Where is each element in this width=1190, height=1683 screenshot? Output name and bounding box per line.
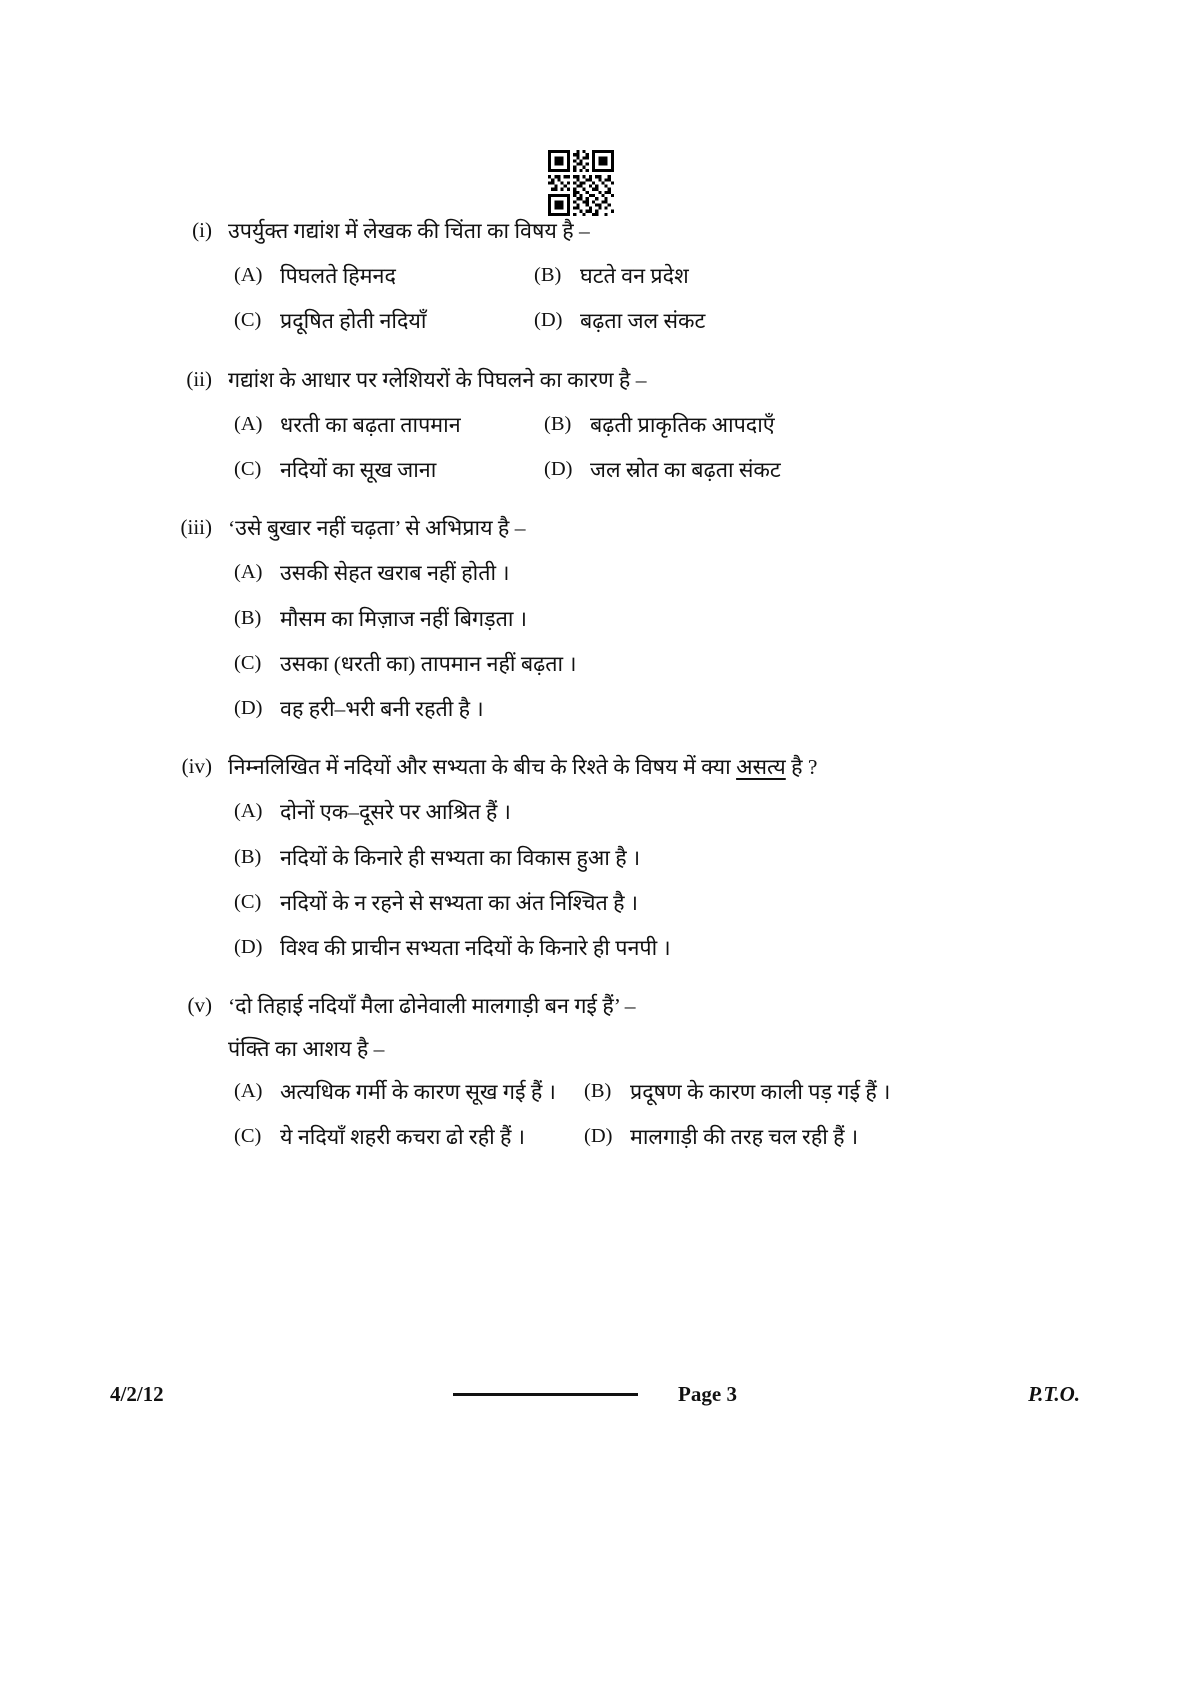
option-text: उसका (धरती का) तापमान नहीं बढ़ता । xyxy=(280,651,577,676)
option-text: नदियों के न रहने से सभ्यता का अंत निश्चित है । xyxy=(280,890,639,915)
question-item xyxy=(170,751,1050,964)
question-heading xyxy=(170,751,1050,783)
option-group xyxy=(228,1077,1050,1153)
option-b[interactable] xyxy=(538,410,775,441)
option-row xyxy=(228,1122,1050,1153)
question-number: (ii) xyxy=(186,366,212,391)
option-label: (D) xyxy=(234,935,263,958)
option-b[interactable] xyxy=(228,604,1050,635)
question-number: (iii) xyxy=(180,515,212,540)
option-group xyxy=(228,410,1050,486)
option-label: (C) xyxy=(234,1125,262,1148)
option-text: ये नदियाँ शहरी कचरा ढो रही हैं । xyxy=(280,1125,525,1150)
question-text: गद्यांश के आधार पर ग्लेशियरों के पिघलने का कारण है – xyxy=(228,367,647,392)
option-a[interactable] xyxy=(228,261,528,292)
option-label: (D) xyxy=(584,1125,613,1148)
question-text-after: है ? xyxy=(785,755,818,780)
option-text: प्रदूषण के कारण काली पड़ गई हैं । xyxy=(630,1080,891,1105)
page-number: Page 3 xyxy=(678,1382,737,1406)
option-row xyxy=(228,1077,1050,1108)
option-c[interactable] xyxy=(228,455,538,486)
option-text: उसकी सेहत खराब नहीं होती । xyxy=(280,561,510,586)
option-label: (D) xyxy=(534,309,563,332)
option-row xyxy=(228,410,1050,441)
option-group xyxy=(228,558,1050,725)
option-label: (A) xyxy=(234,264,263,287)
option-label: (B) xyxy=(584,1080,612,1103)
option-text: वह हरी–भरी बनी रहती है । xyxy=(280,696,484,721)
question-item xyxy=(170,512,1050,725)
option-label: (B) xyxy=(544,412,572,435)
question-text: उपर्युक्त गद्यांश में लेखक की चिंता का विषय है – xyxy=(228,219,590,243)
option-text: अत्यधिक गर्मी के कारण सूख गई हैं । xyxy=(280,1080,556,1105)
question-text-before: निम्नलिखित में नदियों और सभ्यता के बीच के रिश्ते के विषय में क्या xyxy=(228,755,737,780)
option-label: (D) xyxy=(234,696,263,719)
option-c[interactable] xyxy=(228,306,528,337)
option-text: घटते वन प्रदेश xyxy=(580,264,689,289)
option-a[interactable] xyxy=(228,558,1050,589)
pto-label: P.T.O. xyxy=(1028,1382,1080,1406)
question-text xyxy=(228,751,1050,783)
option-row xyxy=(228,649,1050,680)
question-subtext: पंक्ति का आशय है – xyxy=(228,1037,385,1062)
option-label: (C) xyxy=(234,651,262,674)
question-list xyxy=(170,215,1050,1180)
option-a[interactable] xyxy=(228,410,538,441)
qr-code-icon xyxy=(548,150,614,216)
option-label: (A) xyxy=(234,561,263,584)
option-d[interactable] xyxy=(578,1122,858,1153)
question-heading xyxy=(170,512,1050,544)
option-b[interactable] xyxy=(528,261,689,292)
option-label: (A) xyxy=(234,800,263,823)
question-heading xyxy=(170,215,1050,247)
question-heading xyxy=(170,364,1050,396)
option-row xyxy=(228,933,1050,964)
option-text: बढ़ती प्राकृतिक आपदाएँ xyxy=(590,412,775,437)
question-item xyxy=(170,364,1050,487)
option-label: (A) xyxy=(234,412,263,435)
question-number: (v) xyxy=(187,993,212,1018)
option-a[interactable] xyxy=(228,797,1050,828)
option-label: (D) xyxy=(544,458,573,481)
option-text: मौसम का मिज़ाज नहीं बिगड़ता । xyxy=(280,606,528,631)
question-text-emphasis: असत्य xyxy=(736,755,786,780)
option-label: (A) xyxy=(234,1080,263,1103)
option-d[interactable] xyxy=(228,694,1050,725)
question-text: ‘दो तिहाई नदियाँ मैला ढोनेवाली मालगाड़ी बन गई हैं’ – xyxy=(228,994,636,1019)
option-text: पिघलते हिमनद xyxy=(280,264,396,289)
question-item xyxy=(170,990,1050,1154)
option-text: बढ़ता जल संकट xyxy=(580,309,706,334)
question-heading xyxy=(170,990,1050,1022)
option-row xyxy=(228,261,1050,292)
option-label: (B) xyxy=(534,264,562,287)
option-d[interactable] xyxy=(228,933,1050,964)
option-b[interactable] xyxy=(578,1077,890,1108)
option-label: (C) xyxy=(234,309,262,332)
question-item xyxy=(170,215,1050,338)
option-row xyxy=(228,455,1050,486)
option-text: विश्व की प्राचीन सभ्यता नदियों के किनारे ही पनपी । xyxy=(280,935,671,960)
option-text: दोनों एक–दूसरे पर आश्रित हैं । xyxy=(280,800,511,825)
paper-code: 4/2/12 xyxy=(110,1382,164,1406)
option-text: नदियों के किनारे ही सभ्यता का विकास हुआ है । xyxy=(280,845,641,870)
option-c[interactable] xyxy=(228,1122,578,1153)
option-group xyxy=(228,261,1050,337)
option-d[interactable] xyxy=(528,306,705,337)
option-row xyxy=(228,306,1050,337)
question-number: (iv) xyxy=(181,754,212,779)
option-row xyxy=(228,558,1050,589)
option-b[interactable] xyxy=(228,843,1050,874)
option-row xyxy=(228,843,1050,874)
option-label: (C) xyxy=(234,890,262,913)
option-text: प्रदूषित होती नदियाँ xyxy=(280,309,427,334)
option-row xyxy=(228,888,1050,919)
option-text: मालगाड़ी की तरह चल रही हैं । xyxy=(630,1125,859,1150)
option-row xyxy=(228,694,1050,725)
option-text: जल स्रोत का बढ़ता संकट xyxy=(590,458,781,483)
option-label: (B) xyxy=(234,606,262,629)
footer-rule xyxy=(453,1393,638,1396)
option-a[interactable] xyxy=(228,1077,578,1108)
option-row xyxy=(228,604,1050,635)
option-c[interactable] xyxy=(228,888,1050,919)
option-c[interactable] xyxy=(228,649,1050,680)
option-label: (B) xyxy=(234,845,262,868)
option-row xyxy=(228,797,1050,828)
option-text: धरती का बढ़ता तापमान xyxy=(280,412,461,437)
option-text: नदियों का सूख जाना xyxy=(280,458,437,483)
option-d[interactable] xyxy=(538,455,781,486)
question-text: ‘उसे बुखार नहीं चढ़ता’ से अभिप्राय है – xyxy=(228,516,526,541)
option-group xyxy=(228,797,1050,964)
page-footer xyxy=(110,1382,1080,1407)
option-label: (C) xyxy=(234,458,262,481)
question-number: (i) xyxy=(192,218,212,242)
footer-center xyxy=(290,1382,900,1407)
